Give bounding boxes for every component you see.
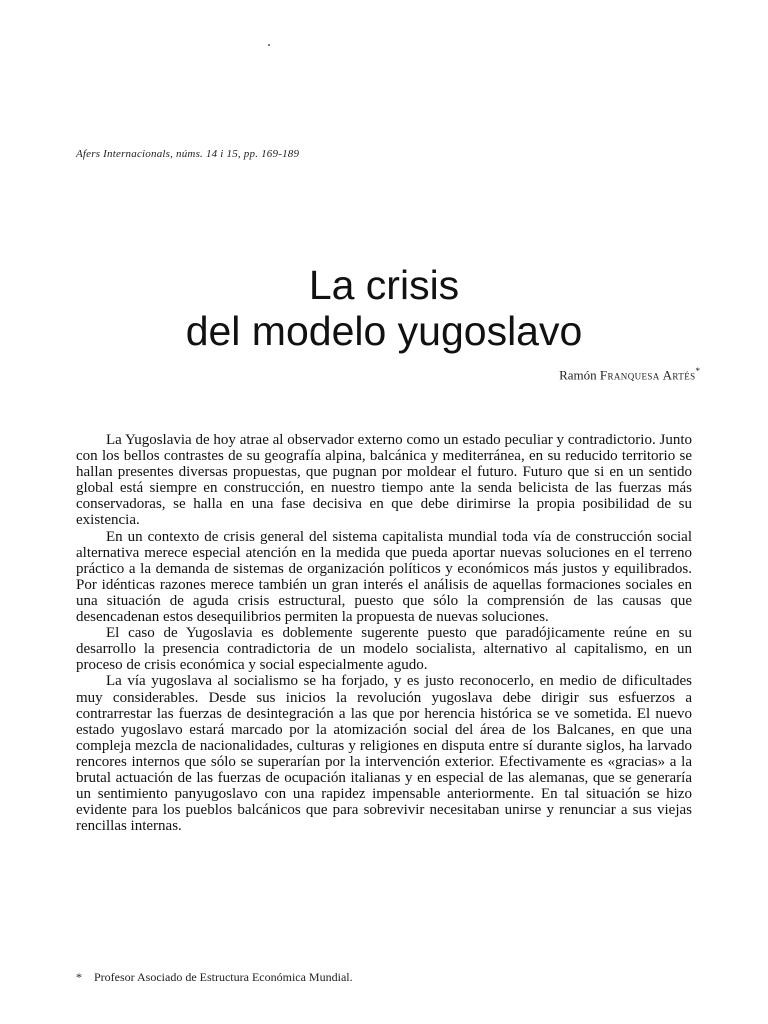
author-last-name: Franquesa Artés [599, 367, 696, 383]
title-line-1: La crisis [308, 262, 460, 308]
author-footnote-mark: * [695, 366, 700, 376]
footnote-mark: * [76, 970, 82, 984]
paragraph: En un contexto de crisis general del sistema capitalista mundial toda vía de construcción social alternativa merece especial atención en la medida que pueda aportar nuevas soluciones en el terreno práctico a la demanda de sistemas de organización políticos y económicos más justos y equilibrados. Por idénticas razones merece también un gran interés el análisis de aquellas formaciones sociales en una situación de aguda crisis estructural, puesto que sólo la comprensión de las causas que desencadenan estos desequilibrios permiten la propuesta de nuevas soluciones. [76, 528, 692, 626]
journal-reference: Afers Internacionals, núms. 14 i 15, pp. 169-189 [76, 148, 300, 160]
paragraph: La Yugoslavia de hoy atrae al observador externo como un estado peculiar y contradictorio. Junto con los bellos contrastes de su geografía alpina, balcánica y mediterránea, en su reducido territorio se hallan presentes diversas propuestas, que pugnan por moldear el futuro. Futuro que si en un sentido global está siempre en construcción, en nuestro tiempo ante la senda belicista de las fuerzas más conservadoras, se halla en una fase decisiva en que debe dirimirse la propia posibilidad de su existencia. [76, 432, 692, 529]
author-first-name: Ramón [559, 367, 597, 383]
paragraph: La vía yugoslava al socialismo se ha forjado, y es justo reconocerlo, en medio de dificultades muy considerables. Desde sus inicios la revolución yugoslava debe dirigir sus esfuerzos a contrarrestar las fuerzas de desintegración a las que por herencia histórica se ve sometida. El nuevo estado yugoslavo estará marcado por la atomización social del área de los Balcanes, en que una compleja mezcla de nacionalidades, culturas y religiones en disputa entre sí durante siglos, ha larvado rencores internos que sólo se superarían por la intervención exterior. Efectivamente es «gracias» a la brutal actuación de las fuerzas de ocupación italianas y en especial de las alemanas, que se generaría un sentimiento panyugoslavo con una rapidez impensable anteriormente. En tal situación se hizo evidente para los pueblos balcánicos que para sobrevivir necesitaban unirse y renunciar a sus viejas rencillas internas. [76, 673, 692, 835]
title-line-2: del modelo yugoslavo [185, 308, 583, 354]
article-title [0, 262, 768, 354]
footnote [76, 970, 353, 985]
article-body [76, 432, 692, 834]
paragraph: El caso de Yugoslavia es doblemente sugerente puesto que paradójicamente reúne en su desarrollo la presencia contradictoria de un modelo socialista, alternativo al capitalismo, en un proceso de crisis económica y social especialmente agudo. [76, 625, 692, 674]
footnote-text: Profesor Asociado de Estructura Económica Mundial. [94, 970, 353, 984]
scan-speck [268, 44, 270, 46]
author-byline [559, 366, 700, 383]
